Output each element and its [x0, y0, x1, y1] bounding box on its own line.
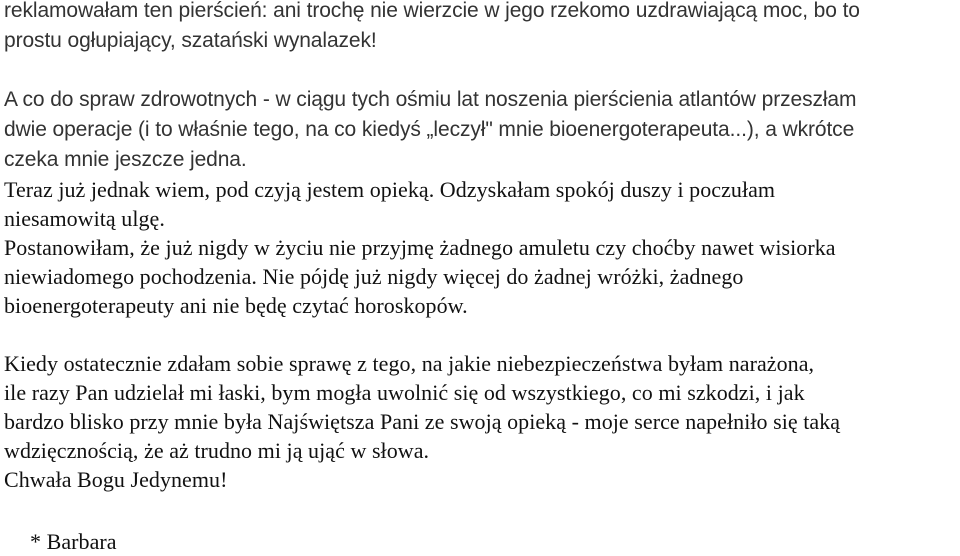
health-line-1: A co do spraw zdrowotnych - w ciągu tych ośmiu lat noszenia pierścienia atlantów przeszłam: [4, 88, 857, 111]
peace-line-5: bioenergoterapeuty ani nie będę czytać horoskopów.: [4, 293, 468, 318]
health-line-3: czeka mnie jeszcze jedna.: [4, 148, 247, 171]
closing-line-3: bardzo blisko przy mnie była Najświętsza Pani ze swoją opieką - moje serce napełniło się taką: [4, 409, 841, 434]
peace-line-1: Teraz już jednak wiem, pod czyją jestem opieką. Odzyskałam spokój duszy i poczułam: [4, 177, 776, 202]
closing-line-2: ile razy Pan udzielał mi łaski, bym mogła uwolnić się od wszystkiego, co mi szkodzi, i jak: [4, 380, 805, 405]
closing-line-5: Chwała Bogu Jedynemu!: [4, 467, 228, 492]
peace-line-3: Postanowiłam, że już nigdy w życiu nie przyjmę żadnego amuletu czy choćby nawet wisiorka: [4, 235, 836, 260]
peace-line-2: niesamowitą ulgę.: [4, 206, 165, 231]
signature: * Barbara: [30, 529, 117, 554]
closing-line-4: wdzięcznością, że aż trudno mi ją ująć w słowa.: [4, 438, 430, 463]
health-line-2: dwie operacje (i to właśnie tego, na co kiedyś „leczył" mnie bioenergoterapeuta...), a wkrótce: [4, 118, 855, 141]
intro-line-2: prostu ogłupiający, szatański wynalazek!: [4, 29, 377, 52]
closing-line-1: Kiedy ostatecznie zdałam sobie sprawę z tego, na jakie niebezpieczeństwa byłam narażona,: [4, 351, 815, 376]
intro-line-1: reklamowałam ten pierścień: ani trochę nie wierzcie w jego rzekomo uzdrawiającą moc, bo to: [4, 0, 860, 22]
peace-line-4: niewiadomego pochodzenia. Nie pójdę już nigdy więcej do żadnej wróżki, żadnego: [4, 264, 744, 289]
